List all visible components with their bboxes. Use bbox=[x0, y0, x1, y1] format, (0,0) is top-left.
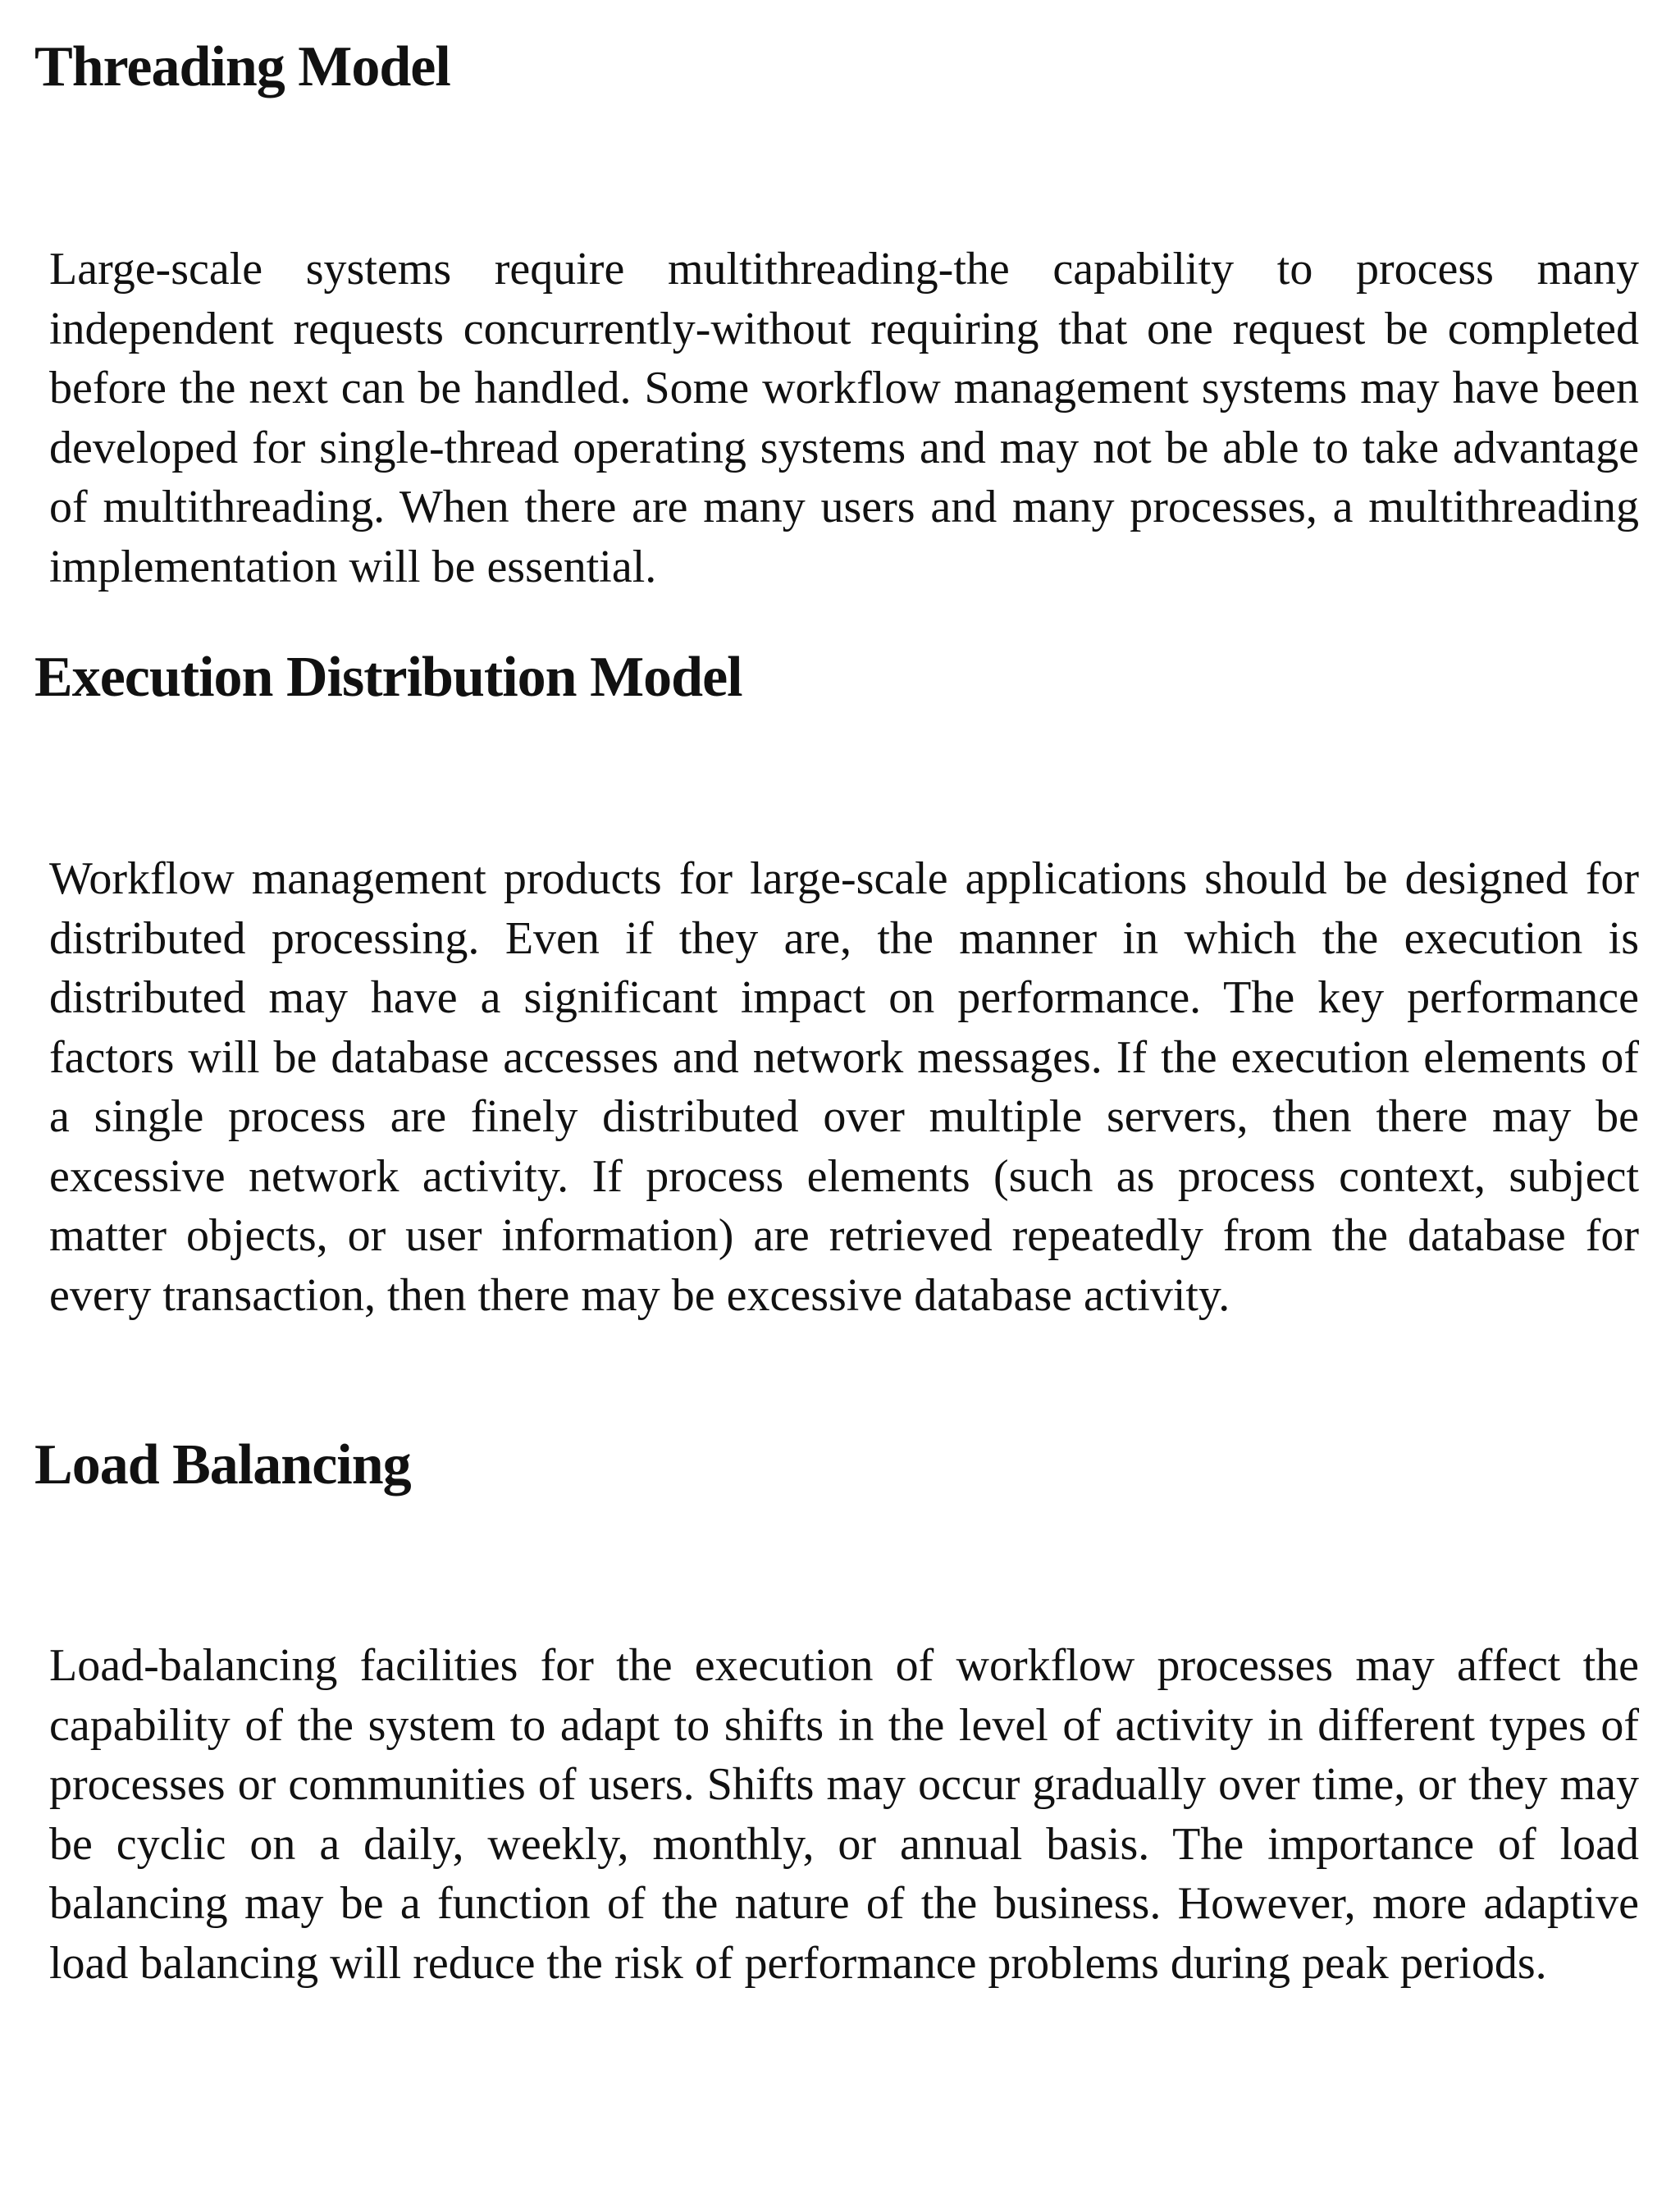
section-body-threading-model: Large-scale systems require multithreading-the capability to process many independent requests concurrently-without requiring that one request be completed before the next can be handled. Some workflow management systems may have been developed for single-thread operating systems and may not be able to take advantage of multithreading. When there are many users and many processes, a multithreading implementation will be essential. bbox=[49, 244, 1639, 592]
section-heading-load-balancing: Load Balancing bbox=[34, 1433, 411, 1496]
section-body-execution-distribution-model: Workflow management products for large-scale applications should be designed for distributed processing. Even if they are, the manner in which the execution is distributed may have a significant impact on performance. The key performance factors will be database accesses and network messages. If the execution elements of a single process are finely distributed over multiple servers, then there may be excessive network activity. If process elements (such as process context, subject matter objects, or user information) are retrieved repeatedly from the database for every transaction, then there may be excessive database activity. bbox=[49, 853, 1639, 1321]
section-heading-threading-model: Threading Model bbox=[34, 35, 450, 98]
section-body-load-balancing: Load-balancing facilities for the execution of workflow processes may affect the capability of the system to adapt to shifts in the level of activity in different types of processes or communities of users. Shifts may occur gradually over time, or they may be cyclic on a daily, weekly, monthly, or annual basis. The importance of load balancing may be a function of the nature of the business. However, more adaptive load balancing will reduce the risk of performance problems during peak periods. bbox=[49, 1640, 1639, 1989]
section-heading-execution-distribution-model: Execution Distribution Model bbox=[34, 646, 742, 709]
